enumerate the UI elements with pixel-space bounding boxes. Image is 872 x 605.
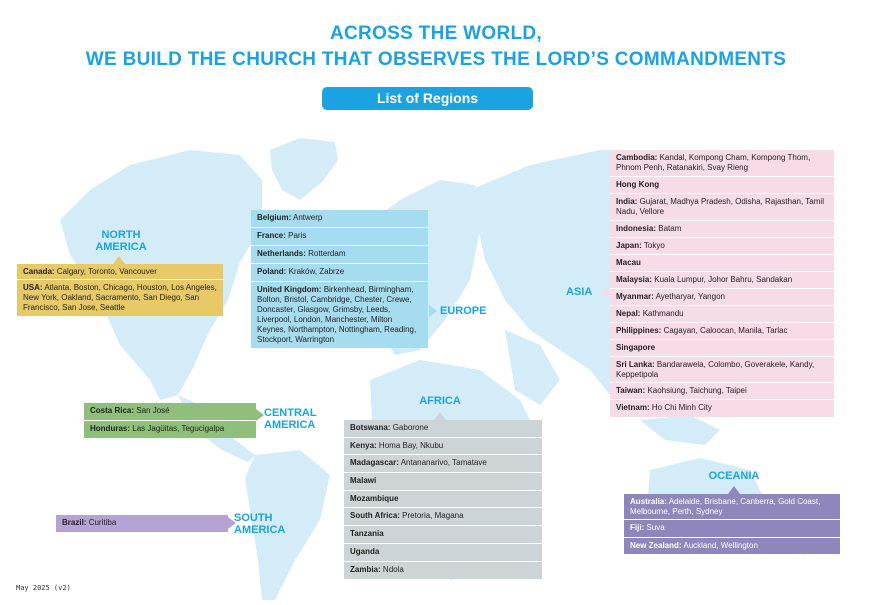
country-name: Mozambique [350, 493, 399, 503]
list-item: India: Gujarat, Madhya Pradesh, Odisha, Rajasthan, Tamil Nadu, Vellore [610, 194, 834, 221]
country-name: Singapore [616, 343, 656, 352]
europe-label: EUROPE [440, 305, 487, 317]
city-list: Homa Bay, Nkubu [378, 440, 444, 450]
city-list: Kandal, Kompong Cham, Kompong Thom, Phnom Penh, Ratanakiri, Svay Rieng [616, 153, 811, 172]
list-item: Indonesia: Batam [610, 221, 834, 238]
city-list: Bandarawela, Colombo, Goverakele, Kandy, Keppetipola [616, 360, 815, 379]
country-name: Taiwan [616, 386, 643, 395]
country-name: Myanmar [616, 292, 652, 301]
asia-label: ASIA [566, 286, 593, 298]
city-list: Ndola [382, 564, 404, 574]
list-item [344, 526, 542, 544]
country-name: Australia [630, 497, 665, 506]
country-name: India [616, 197, 635, 206]
list-item [610, 340, 834, 357]
city-list: Calgary, Toronto, Vancouver [56, 267, 157, 276]
central-america-pointer [256, 409, 264, 421]
city-list: Tokyo [643, 241, 665, 250]
country-name: Brazil [62, 518, 84, 527]
city-list: San José [136, 406, 170, 415]
city-list: Atlanta, Boston, Chicago, Houston, Los Angeles, New York, Oakland, Sacramento, San Diego, San Francisco, San Jose, Seattle [23, 283, 217, 312]
list-item: United Kingdom: Birkenhead, Birmingham, Bolton, Bristol, Cambridge, Chester, Crewe, Doncaster, Glasgow, Grimsby, Leeds, Liverpool, London, Manchester, Milton Keynes, Northampton, Nottingham, Reading, Stockport, Warrington [257, 285, 417, 344]
south-america-list [56, 515, 228, 532]
central-america-list [84, 403, 256, 438]
city-list: Ho Chi Minh City [651, 403, 712, 412]
asia-list [610, 150, 834, 417]
list-item: Madagascar: Antananarivo, Tamatave [344, 455, 542, 473]
north-america-list [17, 264, 223, 316]
list-item: France: Paris [251, 228, 428, 246]
country-name: Nepal [616, 309, 638, 318]
north-america-label-line2: AMERICA [95, 241, 147, 253]
list-item: Australia: Adelaide, Brisbane, Canberra, Gold Coast, Melbourne, Perth, Sydney [624, 494, 840, 520]
list-item: Myanmar: Ayetharyar, Yangon [610, 289, 834, 306]
city-list: Gaborone [392, 423, 429, 432]
list-item: Sri Lanka: Bandarawela, Colombo, Goverakele, Kandy, Keppetipola [610, 357, 834, 383]
city-list: Ayetharyar, Yangon [655, 292, 725, 301]
country-name: Netherlands [257, 249, 304, 258]
oceania-list [624, 494, 840, 554]
country-name: Tanzania [350, 529, 384, 539]
country-name: Belgium [257, 213, 289, 222]
country-name: Indonesia [616, 224, 654, 233]
city-list: Las Jagüitas, Tegucigalpa [132, 424, 225, 433]
country-name: France [257, 231, 284, 240]
country-name: Malaysia [616, 275, 650, 284]
list-item: Netherlands: Rotterdam [251, 246, 428, 264]
list-item: Botswana: Gaborone [344, 420, 542, 438]
country-name: Canada [23, 267, 52, 276]
south-america-label [234, 512, 292, 536]
list-item [610, 177, 834, 194]
south-america-label-line1: SOUTH [234, 512, 273, 524]
list-item: USA: Atlanta, Boston, Chicago, Houston, Los Angeles, New York, Oakland, Sacramento, San Diego, San Francisco, San Jose, Seattle [23, 283, 217, 312]
central-america-label [264, 407, 324, 431]
country-name: Philippines [616, 326, 659, 335]
greenland-shape [270, 138, 338, 200]
city-list: Curitiba [88, 518, 117, 527]
country-name: Japan [616, 241, 640, 250]
country-name: Kenya [350, 440, 375, 450]
country-name: Honduras [90, 424, 128, 433]
city-list: Paris [288, 231, 307, 240]
list-item: Honduras: Las Jagüitas, Tegucigalpa [90, 424, 225, 433]
country-name: Costa Rica [90, 406, 132, 415]
country-name: United Kingdom [257, 285, 319, 294]
list-item: Canada: Calgary, Toronto, Vancouver [17, 264, 223, 280]
list-item: New Zealand: Auckland, Wellington [630, 541, 758, 550]
asia-pointer [601, 287, 609, 299]
city-list: Kaohsiung, Taichung, Taipei [647, 386, 747, 395]
city-list: Antananarivo, Tamatave [400, 458, 487, 468]
city-list: Gujarat, Madhya Pradesh, Odisha, Rajasthan, Tamil Nadu, Vellore [616, 197, 824, 216]
list-item: Nepal: Kathmandu [610, 306, 834, 323]
north-america-label-line1: NORTH [101, 229, 141, 241]
city-list: Cagayan, Caloocan, Manila, Tarlac [663, 326, 788, 335]
list-item: Cambodia: Kandal, Kompong Cham, Kompong Thom, Phnom Penh, Ratanakiri, Svay Rieng [610, 150, 834, 177]
country-name: Zambia [350, 564, 379, 574]
country-name: New Zealand [630, 541, 679, 550]
list-item [610, 255, 834, 272]
country-name: Malawi [350, 476, 377, 486]
country-name: Madagascar [350, 458, 397, 468]
country-name: Vietnam [616, 403, 647, 412]
city-list: Pretoria, Magana [402, 511, 464, 521]
city-list: Rotterdam [308, 249, 346, 258]
country-name: Fiji [630, 523, 642, 532]
list-item: Brazil: Curitiba [62, 518, 117, 527]
city-list: Antwerp [293, 213, 323, 222]
country-name: Uganda [350, 546, 380, 556]
list-item: Malaysia: Kuala Lumpur, Johor Bahru, Sandakan [610, 272, 834, 289]
list-item [344, 544, 542, 562]
title-line-2: WE BUILD THE CHURCH THAT OBSERVES THE LORD’S COMMANDMENTS [85, 49, 787, 70]
list-item: South Africa: Pretoria, Magana [344, 508, 542, 526]
africa-label: AFRICA [419, 395, 461, 407]
city-list: Kathmandu [642, 309, 684, 318]
list-item: Costa Rica: San José [84, 403, 256, 421]
europe-pointer [429, 305, 437, 317]
list-item: Kenya: Homa Bay, Nkubu [344, 438, 542, 456]
city-list: Suva [646, 523, 665, 532]
city-list: Kuala Lumpur, Johor Bahru, Sandakan [654, 275, 793, 284]
title-line-1: ACROSS THE WORLD, [330, 23, 542, 44]
country-name: Macau [616, 258, 641, 267]
islands-shape [640, 415, 720, 445]
country-name: Botswana [350, 423, 388, 432]
south-america-label-line2: AMERICA [234, 524, 286, 536]
list-item: Fiji: Suva [624, 520, 840, 538]
country-name: Sri Lanka [616, 360, 653, 369]
country-name: USA [23, 283, 40, 292]
list-item [344, 473, 542, 491]
africa-pointer [434, 412, 446, 420]
central-america-label-line2: AMERICA [264, 419, 316, 431]
north-america-pointer [113, 256, 125, 264]
list-item: Vietnam: Ho Chi Minh City [616, 403, 712, 412]
country-name: Poland [257, 267, 284, 276]
north-america-label [88, 229, 154, 253]
version-footer: May 2025 (v2) [16, 584, 71, 592]
country-name: Cambodia [616, 153, 655, 162]
country-name: Hong Kong [616, 180, 660, 189]
oceania-pointer [728, 486, 740, 494]
city-list: Adelaide, Brisbane, Canberra, Gold Coast, Melbourne, Perth, Sydney [630, 497, 821, 516]
list-item [344, 491, 542, 509]
europe-list [251, 210, 428, 348]
country-name: South Africa [350, 511, 398, 521]
list-item: Taiwan: Kaohsiung, Taichung, Taipei [610, 383, 834, 400]
africa-list [344, 420, 542, 579]
oceania-label: OCEANIA [708, 470, 760, 482]
list-item: Zambia: Ndola [350, 564, 404, 574]
city-list: Batam [658, 224, 682, 233]
central-america-label-line1: CENTRAL [264, 407, 317, 419]
list-of-regions-button[interactable]: List of Regions [322, 87, 533, 110]
list-item: Poland: Kraków, Zabrze [251, 264, 428, 282]
city-list: Auckland, Wellington [683, 541, 758, 550]
list-item: Belgium: Antwerp [251, 210, 428, 228]
list-item: Philippines: Cagayan, Caloocan, Manila, Tarlac [610, 323, 834, 340]
city-list: Birkenhead, Birmingham, Bolton, Bristol, Cambridge, Chester, Crewe, Doncaster, Glasgow, Grimsby, Leeds, Liverpool, London, Manchester, Milton Keynes, Northampton, Nottingham, Reading, Stockport, Warrington [257, 285, 417, 344]
city-list: Kraków, Zabrze [288, 267, 345, 276]
list-item: Japan: Tokyo [610, 238, 834, 255]
